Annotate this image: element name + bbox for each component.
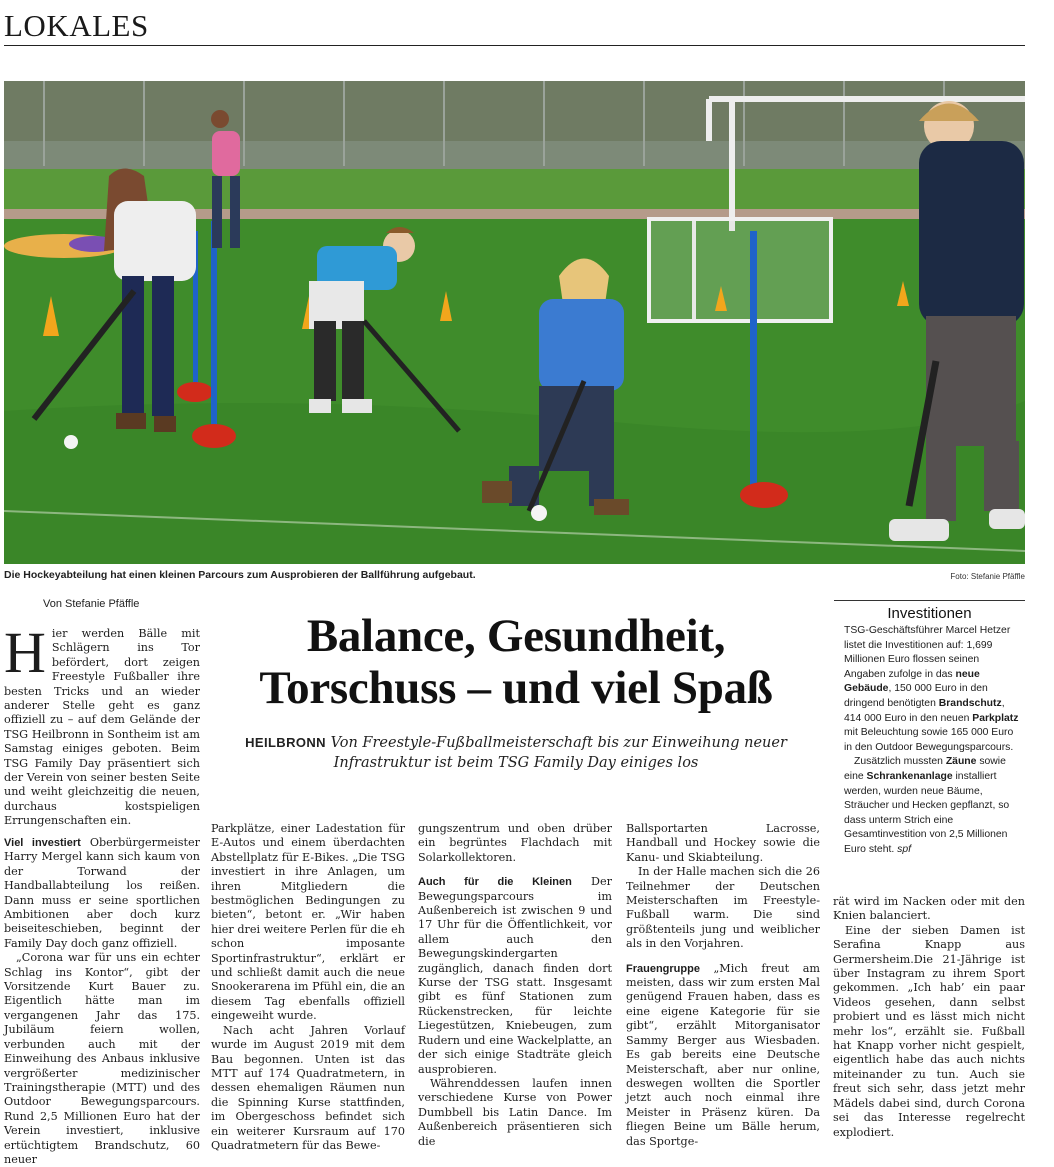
- paragraph: Nach acht Jahren Vorlauf wurde im August 2019 mit dem Bau begonnen. Unten ist das MTT auf 174 Quadratmetern, in dessen ehemaligen Räumen nun die Spinning Kurse stattfinden, im Obergeschoss befindet sich ein weiterer Kursraum auf 170 Quadratmetern für das Bewe-: [211, 1023, 405, 1152]
- info-text: sowie eine: [844, 756, 1006, 782]
- paragraph: „Corona war für uns ein echter Schlag ins Kontor“, gibt der Vorsitzende Kurt Bauer zu. Eigentlich hätte man im vergangenen Jahr das 175. Jubiläum feiern wollen, verbunden auch mit der Einweihung des Anbaus inklusive vergrößerter medizinischer Trainingstherapie (MTT) und des Outdoor Bewegungsparcours. Rund 2,5 Millionen Euro hat der Verein investiert, inklusive ertüchtigtem Brandschutz, 60 neuer: [4, 951, 200, 1166]
- headline: Balance, Gesundheit, Torschuss – und viel Spaß: [259, 610, 773, 714]
- article-column-4: [626, 822, 820, 1149]
- paragraph: Eine der sieben Damen ist Serafina Knapp aus Germersheim.Die 21-Jährige ist über Instagram zu ihrem Sport gekommen. „Ich hab’ ein paar Videos gesehen, dann selbst probiert und es lässt mich nicht mehr los“, erzählt sie. Fußball hat Knapp vorher nicht gespielt, eigentlich habe das auch nichts miteinander zu tun. Auch sie freut sich sehr, dass jetzt mehr Mädels dabei sind, durch Corona sei das Interesse regelrecht explodiert.: [833, 923, 1025, 1139]
- paragraph: gungszentrum und oben drüber ein begrüntes Flachdach mit Solarkollektoren.: [418, 822, 612, 864]
- info-highlight: Zäune: [945, 756, 977, 768]
- info-text: TSG-Geschäftsführer Marcel Hetzer listet die Investitionen auf: 1,699 Millionen Euro flossen seinen Angaben zufolge in das: [844, 625, 1011, 680]
- author-signature: spf: [897, 843, 912, 855]
- info-highlight: neue Gebäude: [844, 668, 980, 695]
- paragraph: Währenddessen laufen innen verschiedene Kurse von Power Dumbbell bis Latin Dance. Im Außenbereich präsentieren sich die: [418, 1076, 612, 1148]
- info-highlight: Brandschutz: [938, 697, 1002, 709]
- teaser: [210, 733, 822, 773]
- article-column-1: [4, 836, 200, 1167]
- photo-caption: Die Hockeyabteilung hat einen kleinen Parcours zum Ausprobieren der Ballführung aufgebaut.: [4, 569, 476, 581]
- info-box-body: [834, 624, 1025, 858]
- info-text: Zusätzlich mussten: [854, 756, 946, 768]
- info-box-title: Investitionen: [887, 605, 972, 622]
- info-text: mit Beleuchtung sowie 165 000 Euro in den Outdoor Bewegungsparcours.: [844, 727, 1014, 753]
- subhead: Viel investiert: [4, 837, 81, 849]
- article-column-2: [211, 822, 405, 1153]
- article-column-3: [418, 822, 612, 1149]
- article-column-5: [833, 895, 1025, 1140]
- section-title: LOKALES: [4, 8, 149, 43]
- intro-text: ier werden Bälle mit Schlägern ins Tor befördert, dort zeigen Freestyle Fußballer ihre besten Tricks und an wieder anderer Stelle geht es ganz offiziell zu – auf dem Gelände der TSG Heilbronn in Sontheim ist am Samstag einiges geboten. Beim TSG Family Day präsentiert sich der Verein von seiner besten Seite und weiht gleichzeitig die neuen, durchaus kostspieligen Errungenschaften ein.: [4, 627, 200, 828]
- paragraph: rät wird im Nacken oder mit den Knien balanciert.: [833, 895, 1025, 923]
- paragraph: „Mich freut am meisten, dass wir zum ersten Mal genügend Frauen haben, dass es eine eigene Kategorie für sie gibt“, erzählt Mitorganisator Sammy Berger aus Wiesbaden. Es gab bereits eine Deutsche Meisterschaft, aber nur online, deswegen wollten die Sportler jetzt auch noch einmal ihre Meister in Präsenz küren. Da fliegen Beine um Bälle herum, das Sportge-: [626, 961, 820, 1148]
- info-box: [834, 600, 1025, 858]
- subhead: Frauengruppe: [626, 962, 700, 975]
- dropcap: H: [4, 620, 46, 685]
- dateline: HEILBRONN: [245, 735, 326, 750]
- info-highlight: Schrankenanlage: [866, 770, 953, 782]
- article-intro: [4, 620, 200, 829]
- paragraph: Oberbürgermeister Harry Mergel kann sich kaum von der Torwand der Handballabteilung los reißen. Dann muss er seine sportlichen Ambitionen aber doch kurz beiseiteschieben, beginnt der Family Day doch ganz offiziell.: [4, 836, 200, 950]
- paragraph: In der Halle machen sich die 26 Teilnehmer der Deutschen Meisterschaften im Freestyle-Fußball warm. Die sind größtenteils jung und weiblicher als in den Vorjahren.: [626, 865, 820, 951]
- section-header: [4, 6, 1025, 46]
- info-highlight: Parkplatz: [972, 712, 1019, 724]
- teaser-text: Von Freestyle-Fußballmeisterschaft bis zur Einweihung neuer Infrastruktur ist beim TSG Family Day einiges los: [330, 735, 787, 771]
- info-text: installiert werden, wurden neue Bäume, Sträucher und Hecken gepflanzt, so dass unterm Strich eine Gesamtinvestition von 2,5 Millionen Euro steht.: [844, 770, 1010, 855]
- byline: Von Stefanie Pfäffle: [43, 598, 140, 610]
- info-text: , 414 000 Euro in den neuen: [844, 697, 1005, 724]
- article-photo: [4, 81, 1025, 564]
- paragraph: Der Bewegungsparcours im Außenbereich ist zwischen 9 und 17 Uhr für die Öffentlichkeit, vor allem auch den Bewegungskindergarten zugänglich, danach finden dort Kurse der TSG statt. Insgesamt gibt es fünf Stationen zum Rückenstrecken, für leichte Liegestützen, Kniebeugen, zum Rudern und eine Wackelplatte, an der sich einige Stadträte gleich ausprobieren.: [418, 875, 612, 1076]
- photo-credit: Foto: Stefanie Pfäffle: [950, 572, 1025, 581]
- subhead: Auch für die Kleinen: [418, 876, 572, 889]
- paragraph: Ballsportarten Lacrosse, Handball und Hockey sowie die Kanu- und Skiabteilung.: [626, 822, 820, 864]
- info-text: , 150 000 Euro in den dringend benötigten: [844, 683, 988, 709]
- paragraph: Parkplätze, einer Ladestation für E-Autos und einem überdachten Abstellplatz für E-Bikes. „Die TSG investiert in ihre Anlagen, um ihren Mitgliedern die bestmöglichen Bedingungen zu bieten“, betont er. „Wir haben hier drei weitere Perlen für die eh schon imposante Sportinfrastruktur“, erklärt er und schließt damit auch die neue Snookerarena im Pfühl ein, die an diesem Tag ebenfalls offiziell eingeweiht wurde.: [211, 822, 405, 1023]
